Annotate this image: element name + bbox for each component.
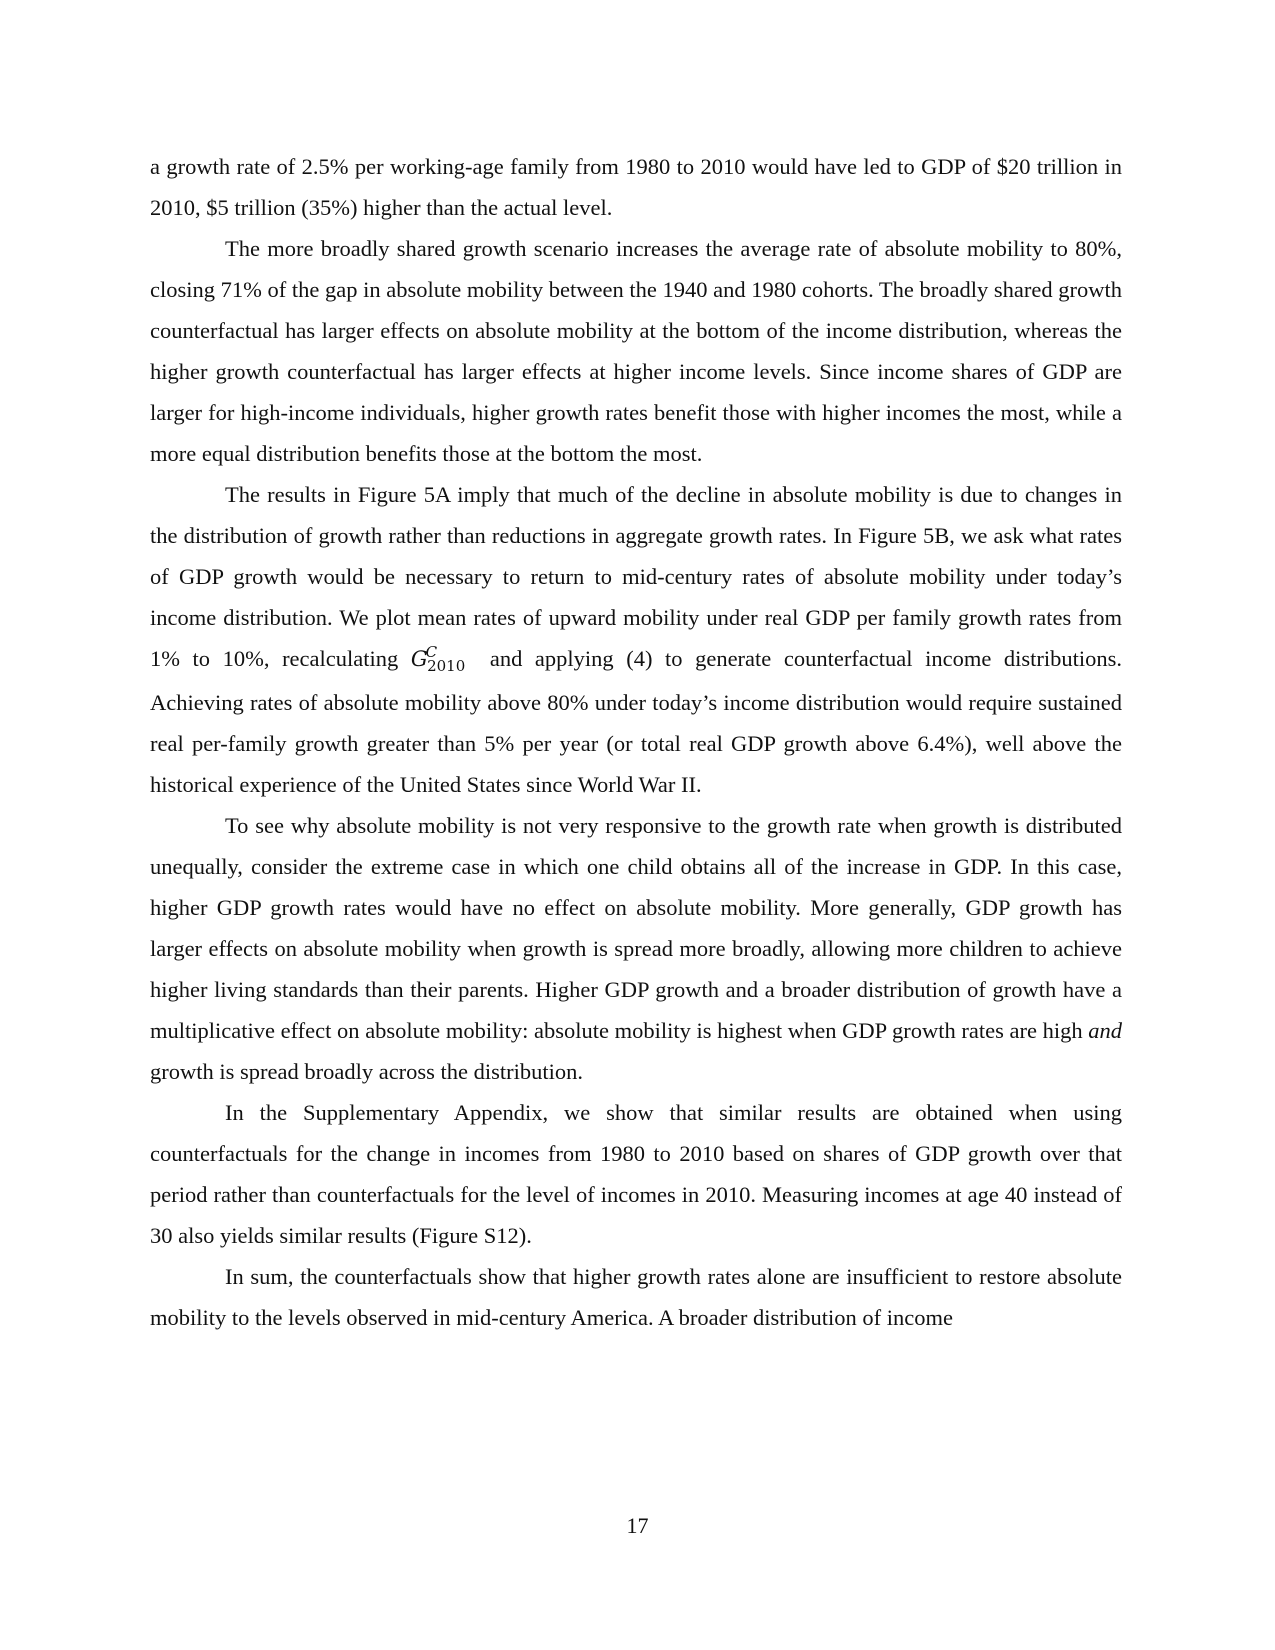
paragraph-text: To see why absolute mobility is not very responsive to the growth rate when growth is distributed unequally, consider the extreme case in which one child obtains all of the increase in GDP. In this case, higher GDP growth rates would have no effect on absolute mobility. More generally, GDP growth has larger effects on absolute mobility when growth is spread more broadly, allowing more children to achieve higher living standards than their parents. Higher GDP growth and a broader distribution of growth have a multiplicative effect on absolute mobility: absolute mobility is highest when GDP growth rates are high (150, 813, 1122, 1043)
paragraph-figure-5 (150, 474, 1122, 805)
page-number: 17 (626, 1513, 649, 1538)
math-superscript: C (425, 643, 438, 661)
math-subscript: 2010 (427, 657, 466, 675)
body-text (150, 146, 1122, 1338)
math-base: G (410, 647, 428, 671)
paragraph-broadly-shared-growth: The more broadly shared growth scenario increases the average rate of absolute mobility to 80%, closing 71% of the gap in absolute mobility between the 1940 and 1980 cohorts. The broadly shared growth counterfactual has larger effects on absolute mobility at the bottom of the income distribution, whereas the higher growth counterfactual has larger effects at higher income levels. Since income shares of GDP are larger for high-income individuals, higher growth rates benefit those with higher incomes the most, while a more equal distribution benefits those at the bottom the most. (150, 236, 1122, 466)
paragraph-text: The results in Figure 5A imply that much of the decline in absolute mobility is due to changes in the distribution of growth rather than reductions in aggregate growth rates. In Figure 5B, we ask what rates of GDP growth would be necessary to return to mid-century rates of absolute mobility under today’s income distribution. We plot mean rates of upward mobility under real GDP per family growth rates from 1% to 10%, recalculating (150, 482, 1122, 671)
paragraph-extreme-case (150, 805, 1122, 1092)
paragraph-text: growth is spread broadly across the distribution. (150, 1059, 584, 1084)
paragraph-text: and applying (4) to generate counterfactual income distributions. Achieving rates of absolute mobility above 80% under today’s income distribution would require sustained real per-family growth greater than 5% per year (or total real GDP growth above 6.4%), well above the historical experience of the United States since World War II. (150, 646, 1123, 797)
math-g-c-2010 (410, 643, 477, 675)
paragraph-in-sum: In sum, the counterfactuals show that higher growth rates alone are insufficient to restore absolute mobility to the levels observed in mid-century America. A broader distribution of income (150, 1264, 1122, 1330)
emphasis-and: and (1088, 1018, 1122, 1043)
paragraph-continued: a growth rate of 2.5% per working-age family from 1980 to 2010 would have led to GDP of $20 trillion in 2010, $5 trillion (35%) higher than the actual level. (150, 154, 1122, 220)
paragraph-supplementary-appendix: In the Supplementary Appendix, we show that similar results are obtained when using counterfactuals for the change in incomes from 1980 to 2010 based on shares of GDP growth over that period rather than counterfactuals for the level of incomes in 2010. Measuring incomes at age 40 instead of 30 also yields similar results (Figure S12). (150, 1100, 1122, 1248)
